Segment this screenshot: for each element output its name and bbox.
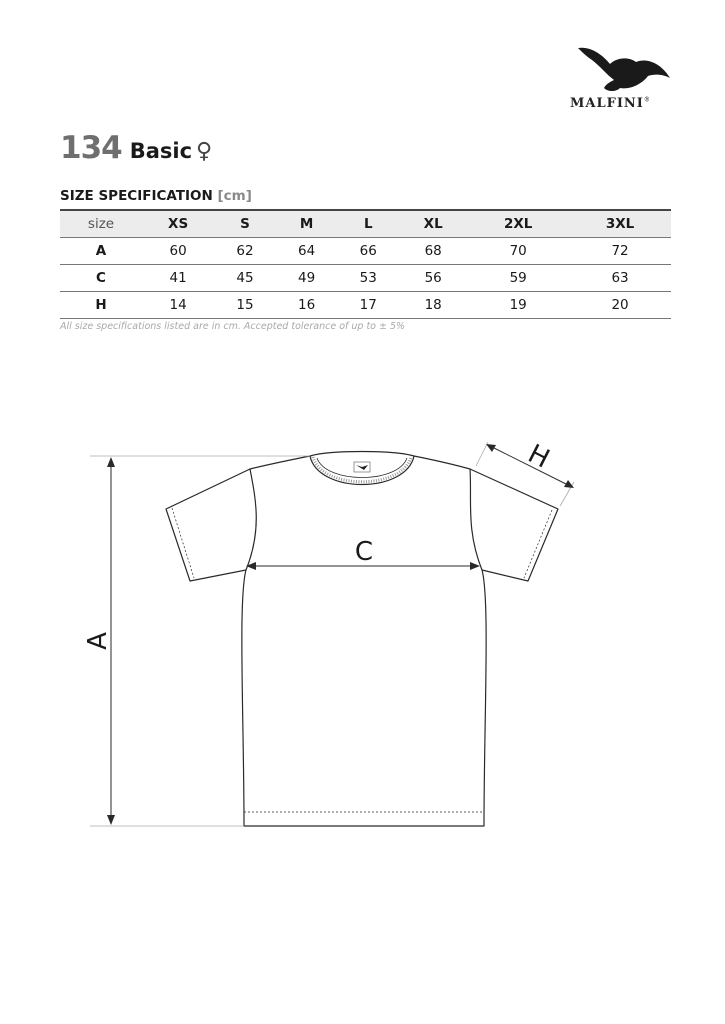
header-cell: 2XL: [503, 216, 533, 232]
table-cell: 68: [424, 243, 442, 259]
table-cell: 72: [611, 243, 629, 259]
header-cell: L: [363, 216, 373, 232]
table-header-row: [60, 210, 671, 238]
table-cell: 18: [424, 297, 442, 313]
spec-unit: [cm]: [217, 188, 252, 204]
header-cell: S: [240, 216, 250, 232]
label-a: A: [83, 632, 113, 650]
header-cell: XS: [168, 216, 189, 232]
header-cell: M: [299, 216, 314, 232]
label-h: H: [523, 439, 555, 475]
table-cell: 64: [298, 243, 316, 259]
table-cell: 14: [169, 297, 187, 313]
brand-name: MALFINI: [570, 96, 644, 111]
table-cell: 56: [424, 270, 442, 286]
table-cell: 53: [359, 270, 377, 286]
size-table: [60, 209, 671, 319]
table-row: [60, 292, 671, 319]
row-label: H: [95, 297, 107, 313]
header-cell: size: [87, 216, 115, 232]
product-name: Basic: [129, 139, 193, 163]
table-cell: 20: [611, 297, 629, 313]
table-cell: 41: [169, 270, 187, 286]
tshirt-outline: [166, 452, 558, 827]
table-cell: 59: [509, 270, 527, 286]
product-number: 134: [60, 130, 122, 166]
spec-heading: [60, 188, 252, 204]
table-cell: 60: [169, 243, 187, 259]
neck-label: [354, 462, 370, 472]
table-cell: 17: [359, 297, 377, 313]
table-cell: 15: [236, 297, 254, 313]
tolerance-note: All size specifications listed are in cm. Accepted tolerance of up to ± 5%: [60, 321, 406, 332]
header-cell: 3XL: [605, 216, 635, 232]
tshirt-diagram: [0, 420, 725, 840]
table-cell: 45: [236, 270, 254, 286]
table-cell: 62: [236, 243, 254, 259]
female-symbol-icon: ♀: [196, 139, 213, 164]
registered-mark: ®: [643, 96, 651, 104]
table-cell: 66: [359, 243, 377, 259]
table-row: [60, 265, 671, 292]
product-title: [60, 130, 212, 166]
table-cell: 49: [298, 270, 316, 286]
row-label: A: [95, 243, 107, 259]
eagle-icon: [576, 44, 672, 94]
table-cell: 16: [298, 297, 316, 313]
table-cell: 70: [509, 243, 527, 259]
table-row: [60, 238, 671, 265]
spec-title: SIZE SPECIFICATION: [60, 188, 213, 204]
label-c: C: [354, 537, 374, 567]
dimension-h: [476, 442, 574, 506]
table-cell: 19: [509, 297, 527, 313]
row-label: C: [96, 270, 106, 286]
header-cell: XL: [423, 216, 443, 232]
table-cell: 63: [611, 270, 629, 286]
dimension-a: [90, 456, 310, 826]
brand-logo: [570, 44, 680, 111]
